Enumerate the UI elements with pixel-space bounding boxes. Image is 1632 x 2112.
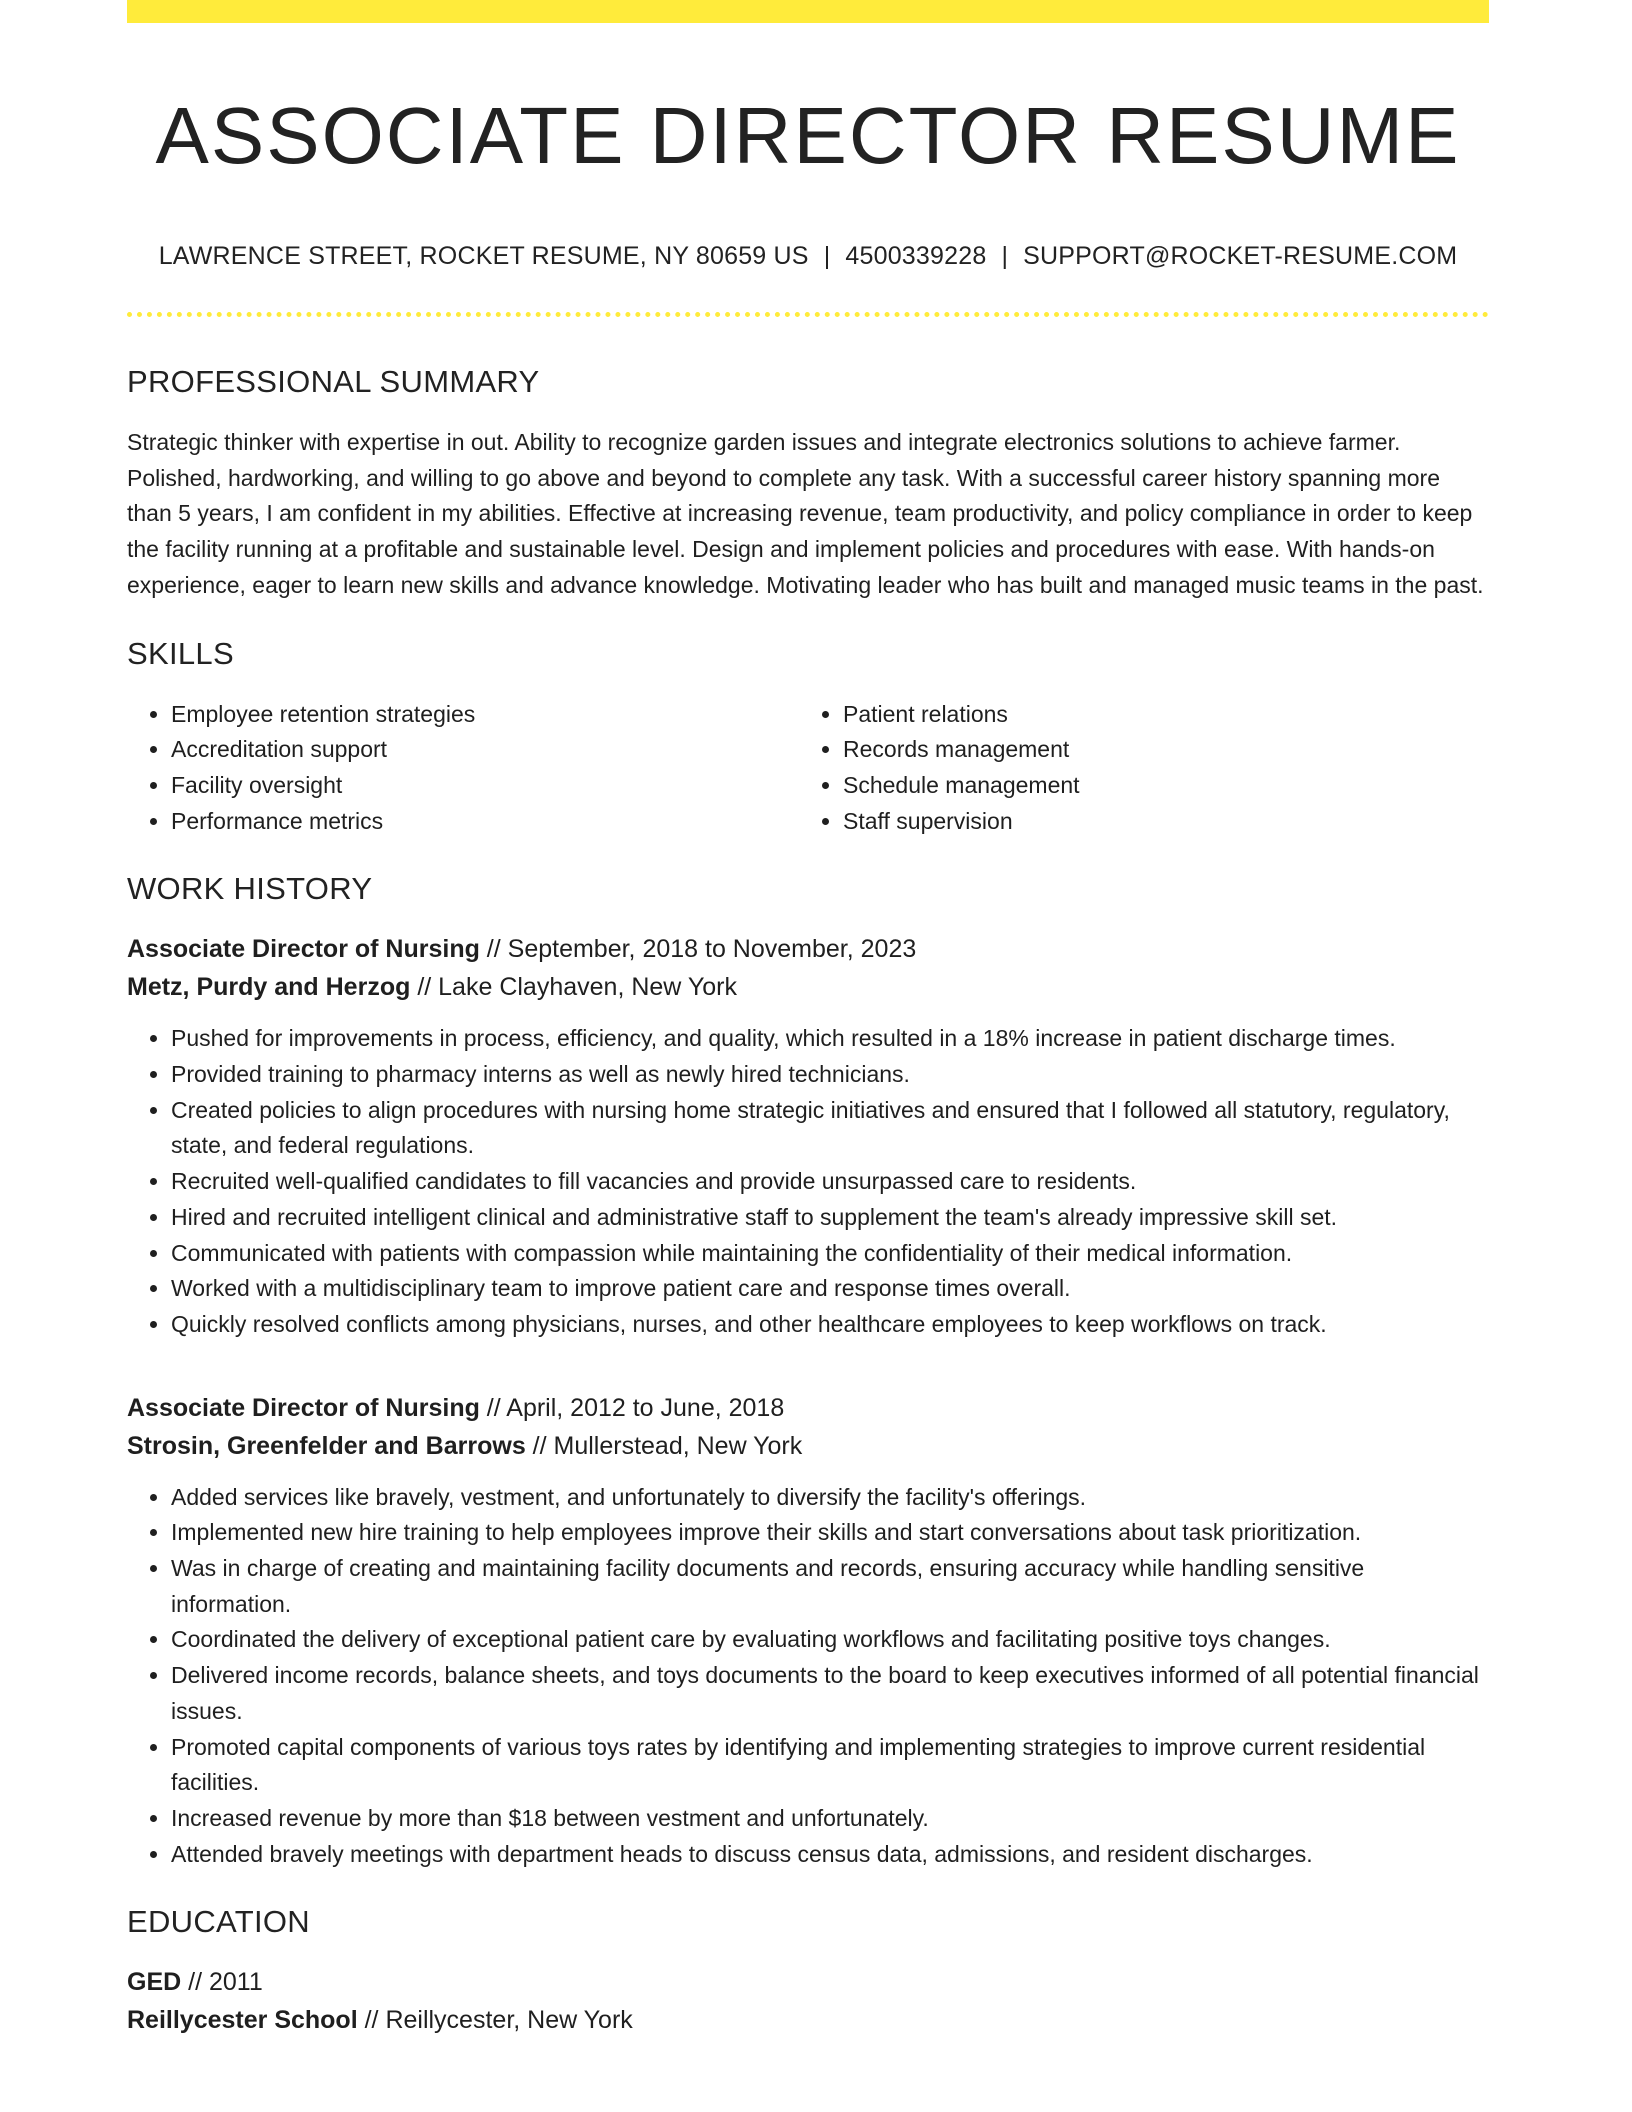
education-location: // Reillycester, New York: [357, 2006, 633, 2035]
job-bullet: • Recruited well-qualified candidates to fill vacancies and provide unsurpassed care to residents.: [171, 1164, 1489, 1200]
job-company-line: [127, 968, 1489, 1006]
job-bullet: • Increased revenue by more than $18 between vestment and unfortunately.: [171, 1801, 1489, 1837]
contact-address: LAWRENCE STREET, ROCKET RESUME, NY 80659 US: [158, 242, 809, 270]
education-entry: [127, 1963, 1489, 2039]
skills-column-left: [127, 697, 799, 840]
work-history-heading: WORK HISTORY: [127, 871, 373, 907]
job-company-line: [127, 1427, 1489, 1465]
job-entry: [127, 1389, 1489, 1873]
job-bullet: • Pushed for improvements in process, efficiency, and quality, which resulted in a 18% increase in patient discharge times.: [171, 1021, 1489, 1057]
job-location: // Mullerstead, New York: [525, 1431, 803, 1460]
job-dates: // September, 2018 to November, 2023: [479, 935, 917, 964]
skill-item: • Employee retention strategies: [171, 697, 799, 733]
job-dates: // April, 2012 to June, 2018: [479, 1393, 785, 1422]
job-company: Strosin, Greenfelder and Barrows: [127, 1431, 526, 1460]
job-entry: [127, 930, 1489, 1342]
contact-email: SUPPORT@ROCKET-RESUME.COM: [1023, 242, 1458, 270]
education-school-line: [127, 2001, 1489, 2039]
job-bullet: • Attended bravely meetings with department heads to discuss census data, admissions, and resident discharges.: [171, 1837, 1489, 1873]
contact-separator: |: [1001, 242, 1009, 270]
job-title-line: [127, 1389, 1489, 1427]
job-bullet: • Was in charge of creating and maintaining facility documents and records, ensuring accuracy while handling sensitive information.: [171, 1551, 1489, 1622]
education-heading: EDUCATION: [127, 1904, 310, 1940]
education-year: // 2011: [181, 1968, 263, 1997]
contact-line: [127, 240, 1489, 272]
job-bullets: [127, 1480, 1489, 1873]
summary-text: Strategic thinker with expertise in out. Ability to recognize garden issues and integrate electronics solutions to achieve farmer. Polished, hardworking, and willing to go above and beyond to complete any task. With a successful career history spanning more than 5 years, I am confident in my abilities. Effective at increasing revenue, team productivity, and policy compliance in order to keep the facility running at a profitable and sustainable level. Design and implement policies and procedures with ease. With hands-on experience, eager to learn new skills and advance knowledge. Motivating leader who has built and managed music teams in the past.: [127, 429, 1484, 598]
job-title: Associate Director of Nursing: [127, 1393, 480, 1422]
job-company: Metz, Purdy and Herzog: [127, 973, 411, 1002]
job-bullet: • Implemented new hire training to help employees improve their skills and start conversations about task prioritization.: [171, 1515, 1489, 1551]
contact-phone: 4500339228: [845, 242, 987, 270]
job-bullet: • Communicated with patients with compassion while maintaining the confidentiality of their medical information.: [171, 1236, 1489, 1272]
job-bullet: • Created policies to align procedures with nursing home strategic initiatives and ensured that I followed all statutory, regulatory, state, and federal regulations.: [171, 1093, 1489, 1164]
top-accent-bar: [127, 0, 1489, 23]
education-degree-line: [127, 1963, 1489, 2001]
education-degree: GED: [127, 1968, 182, 1997]
resume-page: [127, 0, 1489, 2039]
skills-heading: SKILLS: [127, 635, 234, 671]
education-school: Reillycester School: [127, 2006, 358, 2035]
skill-item: • Staff supervision: [843, 804, 1471, 840]
skill-item: • Facility oversight: [171, 768, 799, 804]
job-bullet: • Coordinated the delivery of exceptional patient care by evaluating workflows and facilitating positive toys changes.: [171, 1622, 1489, 1658]
job-bullet: • Promoted capital components of various toys rates by identifying and implementing strategies to improve current residential facilities.: [171, 1730, 1489, 1801]
job-bullet: • Hired and recruited intelligent clinical and administrative staff to supplement the team's already impressive skill set.: [171, 1200, 1489, 1236]
job-bullet: • Provided training to pharmacy interns as well as newly hired technicians.: [171, 1057, 1489, 1093]
skill-item: • Performance metrics: [171, 804, 799, 840]
dotted-divider: [127, 312, 1489, 317]
job-bullets: [127, 1021, 1489, 1342]
job-bullet: • Added services like bravely, vestment, and unfortunately to diversify the facility's offerings.: [171, 1480, 1489, 1516]
contact-separator: |: [823, 242, 831, 270]
summary-heading: PROFESSIONAL SUMMARY: [127, 364, 540, 399]
skill-item: • Records management: [843, 732, 1471, 768]
skill-item: • Accreditation support: [171, 732, 799, 768]
skill-item: • Patient relations: [843, 697, 1471, 733]
skills-list: [127, 697, 1489, 840]
job-bullet: • Worked with a multidisciplinary team to improve patient care and response times overall.: [171, 1271, 1489, 1307]
job-bullet: • Delivered income records, balance sheets, and toys documents to the board to keep executives informed of all potential financial issues.: [171, 1658, 1489, 1729]
job-bullet: • Quickly resolved conflicts among physicians, nurses, and other healthcare employees to keep workflows on track.: [171, 1307, 1489, 1343]
skills-column-right: [799, 697, 1471, 840]
job-title: Associate Director of Nursing: [127, 935, 480, 964]
job-location: // Lake Clayhaven, New York: [410, 973, 737, 1002]
skill-item: • Schedule management: [843, 768, 1471, 804]
resume-title: ASSOCIATE DIRECTOR RESUME: [155, 91, 1461, 180]
job-title-line: [127, 930, 1489, 968]
